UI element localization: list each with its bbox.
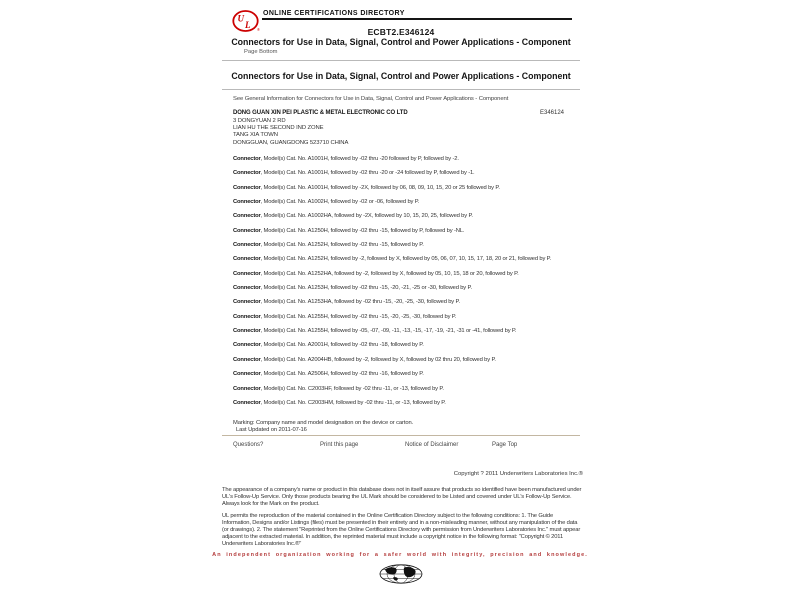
listing-product-label: Connector — [233, 299, 261, 306]
listing-row — [233, 195, 551, 209]
listing-row — [233, 252, 551, 266]
listing-product-label: Connector — [233, 342, 261, 349]
page-bottom-link[interactable]: Page Bottom — [244, 49, 278, 55]
listing-model-text: , Model(s) Cat. No. C2003HM, followed by -02 thru -11, or -13, followed by P. — [260, 399, 446, 406]
brand-title: ONLINE CERTIFICATIONS DIRECTORY — [263, 10, 405, 17]
footer-divider — [222, 435, 580, 436]
listing-row — [233, 224, 551, 238]
copyright-text: Copyright ? 2011 Underwriters Laboratories Inc.® — [453, 471, 583, 477]
listing-row — [233, 295, 551, 309]
page-top-link[interactable]: Page Top — [492, 442, 518, 448]
listing-product-label: Connector — [233, 184, 261, 191]
listing-row — [233, 238, 551, 252]
notice-of-disclaimer-link[interactable]: Notice of Disclaimer — [405, 442, 459, 448]
listing-row — [233, 166, 551, 180]
file-number-heading: ECBT2.E346124 — [367, 27, 435, 37]
address-line: LIAN HU THE SECOND IND ZONE — [233, 125, 324, 132]
listing-model-text: , Model(s) Cat. No. A2001H, followed by -02 thru -18, followed by P. — [260, 342, 424, 349]
listing-row — [233, 382, 551, 396]
listing-row — [233, 396, 551, 410]
listing-model-text: , Model(s) Cat. No. A1001H, followed by -2X, followed by 06, 08, 09, 10, 15, 20 or 25 followed by P. — [260, 184, 500, 191]
listing-model-text: , Model(s) Cat. No. A1252HA, followed by -2, followed by X, followed by 05, 10, 15, 18 or 20, followed by P. — [260, 270, 519, 277]
listing-product-label: Connector — [233, 285, 261, 292]
legal-paragraph-appearance: The appearance of a company's name or product in this database does not in itself assure that products so identified have been manufactured under UL's Follow-Up Service. Only those products bearing the UL Mark should be considered to be Listed and covered under UL's Follow-Up Service. Always look for the Mark on the product. — [222, 487, 582, 507]
listing-model-text: , Model(s) Cat. No. A1253HA, followed by -02 thru -15, -20, -25, -30, followed by P. — [260, 299, 460, 306]
listing-model-text: , Model(s) Cat. No. A1250H, followed by -02 thru -15, followed by P, followed by -NL. — [260, 227, 465, 234]
listing-model-text: , Model(s) Cat. No. A1252H, followed by -2, followed by X, followed by 05, 06, 07, 10, 15, 17, 18, 20 or 21, followed by P. — [260, 256, 552, 263]
listing-row — [233, 281, 551, 295]
listing-model-text: , Model(s) Cat. No. A1002H, followed by -02 or -06, followed by P. — [260, 199, 420, 206]
listing-model-text: , Model(s) Cat. No. A2506H, followed by -02 thru -16, followed by P. — [260, 371, 424, 378]
header-divider — [222, 60, 580, 61]
questions-link[interactable]: Questions? — [233, 442, 264, 448]
listing-row — [233, 310, 551, 324]
section-title: Connectors for Use in Data, Signal, Control and Power Applications - Component — [231, 71, 571, 81]
company-name: DONG GUAN XIN PEI PLASTIC & METAL ELECTRONIC CO LTD — [233, 110, 408, 116]
listing-product-label: Connector — [233, 270, 261, 277]
company-file-number: E346124 — [540, 110, 565, 116]
listing-row — [233, 367, 551, 381]
listing-product-label: Connector — [233, 328, 261, 335]
svg-text:L: L — [245, 20, 251, 30]
general-information-link[interactable]: See General Information for Connectors for Use in Data, Signal, Control and Power Applications - Component — [233, 96, 509, 102]
ul-tagline: An independent organization working for a safer world with integrity, precision and knowledge. — [212, 552, 588, 558]
listing-product-label: Connector — [233, 213, 261, 220]
address-line: DONGGUAN, GUANGDONG 523710 CHINA — [233, 139, 349, 146]
listing-product-label: Connector — [233, 199, 261, 206]
listing-product-label: Connector — [233, 227, 261, 234]
listing-product-label: Connector — [233, 399, 261, 406]
listing-model-text: , Model(s) Cat. No. A1255H, followed by -05, -07, -09, -11, -13, -15, -17, -19, -21, -31 or -41, followed by P. — [260, 328, 517, 335]
listing-model-text: , Model(s) Cat. No. A1253H, followed by -02 thru -15, -20, -21, -25 or -30, followed by P. — [260, 285, 472, 292]
section-divider — [222, 89, 580, 90]
listing-product-label: Connector — [233, 156, 261, 162]
listing-product-label: Connector — [233, 371, 261, 378]
page-title: Connectors for Use in Data, Signal, Control and Power Applications - Component — [231, 37, 571, 47]
svg-text:U: U — [237, 13, 244, 24]
last-updated-text: Last Updated on 2011-07-16 — [236, 427, 307, 433]
listing-model-text: , Model(s) Cat. No. A1252H, followed by -02 thru -15, followed by P. — [260, 242, 424, 249]
address-line: TANG XIA TOWN — [233, 132, 278, 139]
listing-row — [233, 353, 551, 367]
listing-model-text: , Model(s) Cat. No. A1002HA, followed by -2X, followed by 10, 15, 20, 25, followed by P. — [260, 213, 473, 220]
listing-model-text: , Model(s) Cat. No. A1255H, followed by -02 thru -15, -20, -25, -30, followed by P. — [260, 313, 457, 320]
listing-product-label: Connector — [233, 313, 261, 320]
listing-product-label: Connector — [233, 385, 261, 392]
listing-model-text: , Model(s) Cat. No. A2004HB, followed by -2, followed by X, followed by 02 thru 20, followed by P. — [260, 356, 496, 363]
listing-product-label: Connector — [233, 242, 261, 249]
marking-text: Marking: Company name and model designation on the device or carton. — [233, 420, 414, 426]
globe-icon — [379, 564, 423, 584]
listing-product-label: Connector — [233, 170, 261, 177]
address-line: 3 DONGYUAN 2 RD — [233, 118, 286, 124]
listing-row — [233, 338, 551, 352]
listings-section — [233, 152, 551, 410]
ul-logo-registered-mark: ® — [257, 27, 260, 32]
print-page-link[interactable]: Print this page — [320, 442, 359, 448]
company-address — [233, 118, 348, 147]
listing-model-text: , Model(s) Cat. No. A1001H, followed by -02 thru -20 or -24 followed by P, followed by -1. — [260, 170, 475, 177]
brand-underline — [262, 18, 572, 20]
listing-row — [233, 267, 551, 281]
listing-model-text: , Model(s) Cat. No. A1001H, followed by -02 thru -20 followed by P, followed by -2. — [260, 156, 459, 162]
listing-row — [233, 181, 551, 195]
legal-paragraph-reproduction: UL permits the reproduction of the material contained in the Online Certification Directory subject to the following conditions: 1. The Guide Information, Designs and/or Listings (files) must be presented in their entirety and in a non-misleading manner, without any manipulation of the data (or drawings). 2. The statement "Reprinted from the Online Certifications Directory with permission from Underwriters Laboratories Inc." must appear adjacent to the extracted material. In addition, the reprinted material must include a copyright notice in the following format: "Copyright © 2011 Underwriters Laboratories Inc.®" — [222, 513, 581, 547]
listing-product-label: Connector — [233, 256, 261, 263]
listing-model-text: , Model(s) Cat. No. C2003HF, followed by -02 thru -11, or -13, followed by P. — [260, 385, 444, 392]
listing-row — [233, 152, 551, 166]
listing-product-label: Connector — [233, 356, 261, 363]
listing-row — [233, 324, 551, 338]
listing-row — [233, 209, 551, 223]
